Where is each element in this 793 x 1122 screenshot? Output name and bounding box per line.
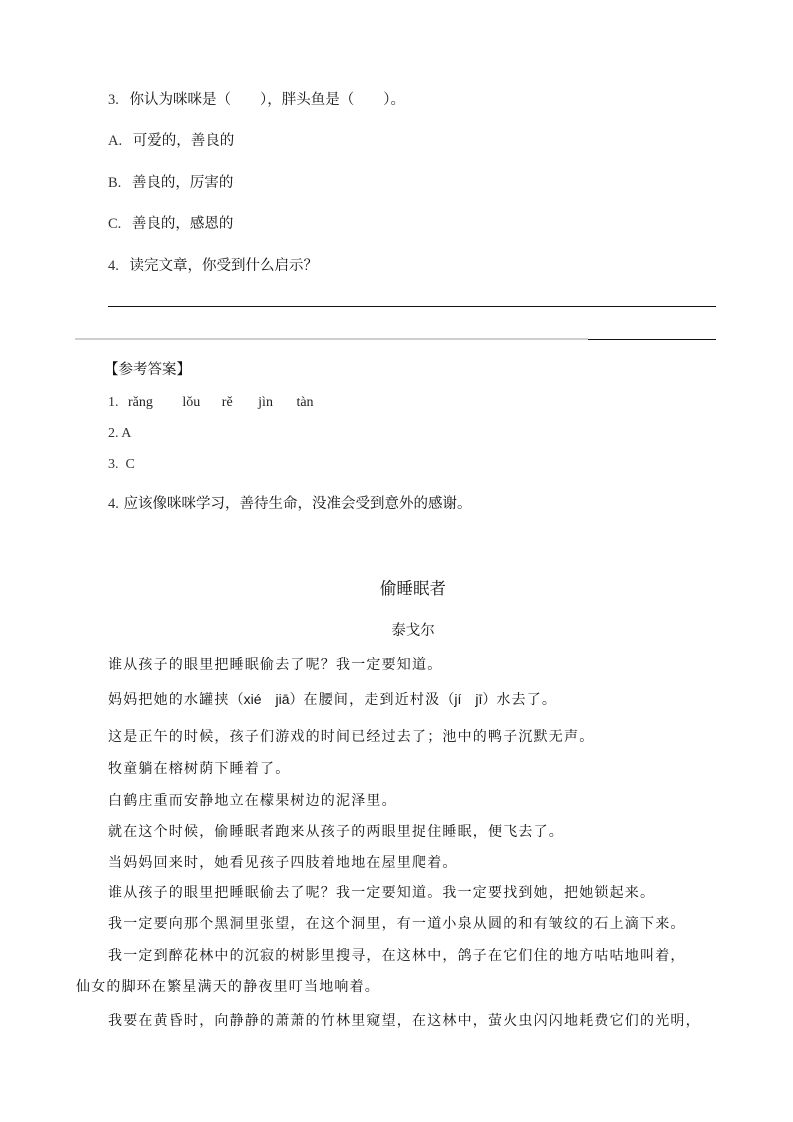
question-number: 4. [108, 258, 119, 274]
paragraph-text: 在腰间，走到近村汲 [303, 692, 441, 708]
question-number: 3. [108, 92, 119, 108]
option-a [108, 129, 234, 150]
pinyin-4: jìn [258, 395, 273, 410]
option-letter: A. [108, 133, 123, 149]
answer-text: 应该像咪咪学习，善待生命，没准会受到意外的感谢。 [123, 496, 472, 512]
paragraph: 我一定要向那个黑洞里张望，在这个洞里，有一道小泉从圆的和有皱纹的石上滴下来。 [108, 916, 686, 932]
pinyin-annotation: （jí jī） [440, 691, 497, 707]
pinyin-1: rǎng [128, 395, 153, 410]
pinyin-3: rě [221, 395, 233, 410]
question-text: 你认为咪咪是（ ），胖头鱼是（ ）。 [129, 92, 405, 108]
answer-number: 4. [108, 496, 119, 512]
paragraph-continuation: 仙女的脚环在繁星满天的静夜里叮当地响着。 [76, 979, 380, 995]
option-text: 善良的，感恩的 [131, 216, 234, 232]
option-b [108, 171, 233, 192]
paragraph: 谁从孩子的眼里把睡眠偷去了呢？我一定要知道。 [108, 657, 443, 673]
article-title: 偷睡眠者 [380, 579, 446, 598]
question-4 [108, 254, 318, 275]
paragraph: 当妈妈回来时，她看见孩子四肢着地地在屋里爬着。 [108, 855, 458, 871]
answer-3: 3. C [108, 457, 135, 472]
pinyin-2: lǒu [182, 395, 201, 410]
paragraph: 我要在黄昏时，向静静的萧萧的竹林里窥望，在这林中，萤火虫闪闪地耗费它们的光明， [108, 1013, 701, 1029]
pinyin-5: tàn [296, 395, 314, 410]
answer-heading: 【参考答案】 [104, 362, 191, 378]
paragraph: 牧童躺在榕树荫下睡着了。 [108, 761, 291, 777]
paragraph [108, 689, 557, 709]
section-divider [75, 338, 588, 340]
paragraph-text: 妈妈把她的水罐挟 [108, 692, 230, 708]
answer-4 [108, 492, 471, 513]
paragraph: 谁从孩子的眼里把睡眠偷去了呢？我一定要知道。我一定要找到她，把她锁起来。 [108, 885, 656, 901]
option-letter: C. [108, 216, 122, 232]
article-author: 泰戈尔 [391, 623, 435, 639]
paragraph: 白鹤庄重而安静地立在檬果树边的泥泽里。 [108, 793, 397, 809]
option-letter: B. [108, 175, 122, 191]
pinyin-annotation: （xié jiā） [229, 691, 304, 707]
paragraph-text: 水去了。 [496, 692, 558, 708]
paragraph: 我一定到醉花林中的沉寂的树影里搜寻，在这林中，鸽子在它们住的地方咕咕地叫着， [108, 948, 686, 964]
option-c [108, 212, 233, 233]
answer-line [108, 306, 716, 307]
answer-2: 2. A [108, 426, 132, 441]
paragraph: 就在这个时候，偷睡眠者跑来从孩子的两眼里捉住睡眠，便飞去了。 [108, 824, 564, 840]
question-3 [108, 88, 405, 109]
answer-number: 1. [108, 395, 119, 410]
option-text: 善良的，厉害的 [131, 175, 234, 191]
section-divider-dark [588, 339, 716, 340]
question-text: 读完文章，你受到什么启示？ [129, 258, 318, 274]
answer-1 [108, 395, 314, 411]
option-text: 可爱的，善良的 [132, 133, 235, 149]
paragraph: 这是正午的时候，孩子们游戏的时间已经过去了；池中的鸭子沉默无声。 [108, 729, 595, 745]
